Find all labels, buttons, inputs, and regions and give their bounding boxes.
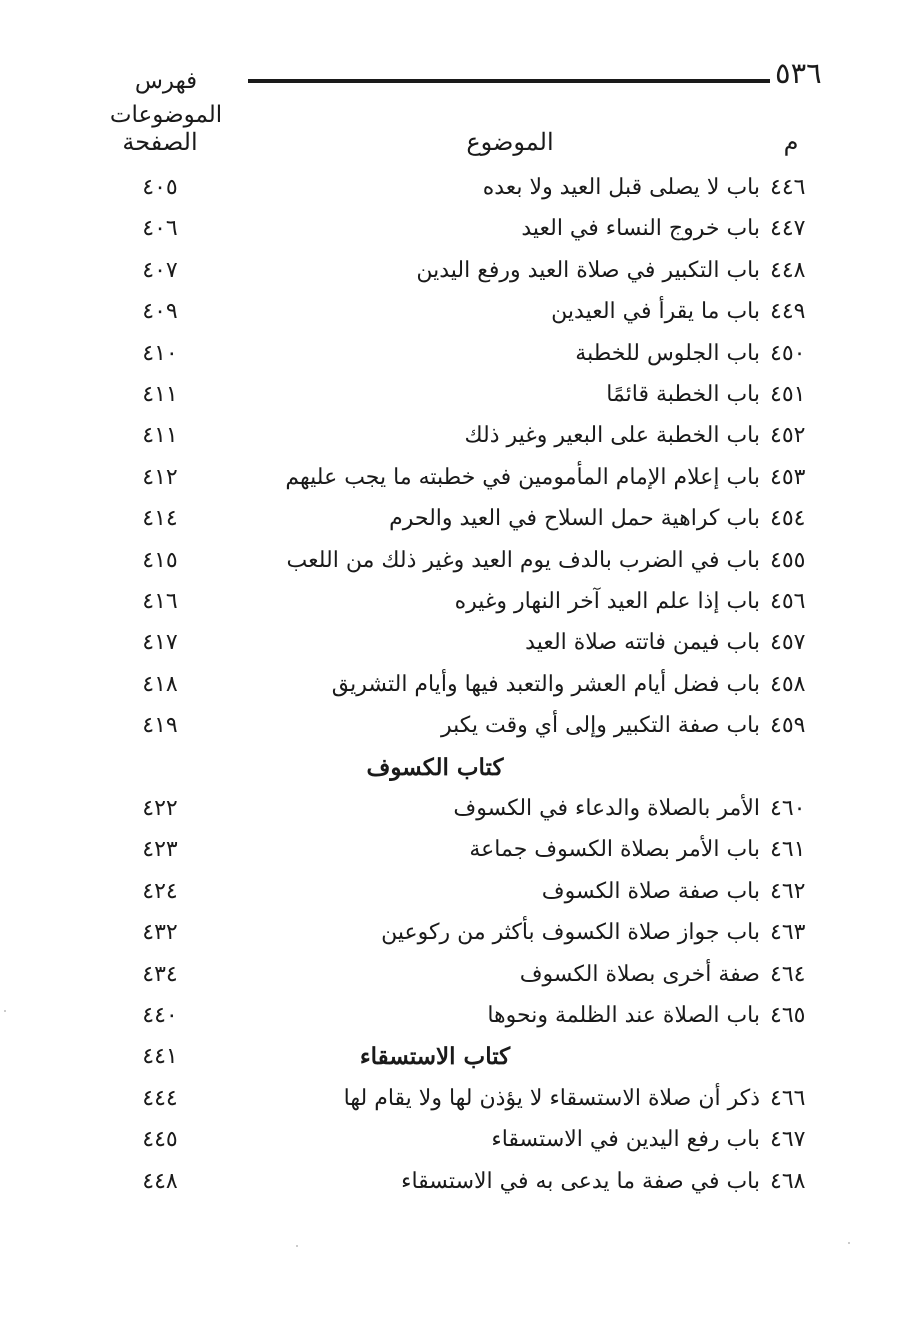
entry-page: ٤٤١: [142, 1044, 178, 1069]
index-row: [120, 292, 825, 332]
index-row: [120, 789, 825, 829]
index-row: [120, 1120, 825, 1160]
entry-number: ٤٥٦: [770, 589, 806, 614]
entry-number: ٤٦٠: [770, 796, 806, 821]
entry-number: ٤٥٣: [770, 465, 806, 490]
entry-title: باب لا يصلى قبل العيد ولا بعده: [482, 175, 760, 200]
section-title: كتاب الاستسقاء: [359, 1043, 511, 1070]
column-header-number: م: [783, 128, 799, 156]
entry-page: ٤١١: [142, 423, 178, 448]
entry-number: ٤٦١: [770, 837, 806, 862]
entry-page: ٤١٤: [142, 506, 178, 531]
entry-number: ٤٥٢: [770, 423, 806, 448]
entry-page: ٤٠٦: [142, 216, 178, 241]
entry-title: باب في صفة ما يدعى به في الاستسقاء: [401, 1169, 760, 1194]
index-row: [120, 499, 825, 539]
running-title: فهرس الموضوعات: [109, 68, 223, 128]
header-rule: [248, 79, 770, 83]
scan-speck: [296, 1245, 298, 1247]
entry-title: باب خروج النساء في العيد: [521, 216, 760, 241]
entry-page: ٤١٦: [142, 589, 178, 614]
index-row: [120, 996, 825, 1036]
entry-page: ٤٠٩: [142, 299, 178, 324]
index-row: [120, 541, 825, 581]
entry-title: باب كراهية حمل السلاح في العيد والحرم: [389, 506, 760, 531]
entry-page: ٤١٠: [142, 341, 178, 366]
entry-page: ٤٣٤: [142, 962, 178, 987]
entry-page: ٤١٥: [142, 548, 178, 573]
index-row: [120, 913, 825, 953]
entry-title: باب الخطبة قائمًا: [606, 382, 760, 407]
entry-number: ٤٥٧: [770, 630, 806, 655]
entry-number: ٤٤٩: [770, 299, 806, 324]
entry-page: ٤١٩: [142, 713, 178, 738]
index-row: [120, 209, 825, 249]
entry-number: ٤٦٦: [770, 1086, 806, 1111]
entry-title: ذكر أن صلاة الاستسقاء لا يؤذن لها ولا يقام لها: [343, 1086, 760, 1111]
entry-page: ٤١٧: [142, 630, 178, 655]
entry-title: باب فيمن فاتته صلاة العيد: [525, 630, 760, 655]
entry-page: ٤٤٠: [142, 1003, 178, 1028]
entry-number: ٤٥٠: [770, 341, 806, 366]
index-row: [120, 458, 825, 498]
entry-number: ٤٦٤: [770, 962, 806, 987]
entry-title: باب إذا علم العيد آخر النهار وغيره: [454, 589, 760, 614]
entry-page: ٤٢٣: [142, 837, 178, 862]
entry-number: ٤٦٣: [770, 920, 806, 945]
entry-title: باب الأمر بصلاة الكسوف جماعة: [469, 837, 760, 862]
entry-title: باب التكبير في صلاة العيد ورفع اليدين: [416, 258, 760, 283]
page-number: ٥٣٦: [775, 56, 822, 90]
entry-page: ٤٠٥: [142, 175, 178, 200]
entry-page: ٤٤٤: [142, 1086, 178, 1111]
section-title: كتاب الكسوف: [366, 754, 504, 781]
index-row: [120, 1162, 825, 1202]
scan-speck: [4, 1010, 6, 1012]
index-row: [120, 334, 825, 374]
entry-page: ٤١٨: [142, 672, 178, 697]
entry-number: ٤٤٨: [770, 258, 806, 283]
index-row: [120, 706, 825, 746]
entry-title: باب إعلام الإمام المأمومين في خطبته ما يجب عليهم: [285, 465, 760, 490]
index-row: [120, 955, 825, 995]
index-row: [120, 251, 825, 291]
entry-title: باب الخطبة على البعير وغير ذلك: [464, 423, 760, 448]
scan-speck: [848, 1242, 850, 1244]
index-row: [120, 168, 825, 208]
entry-page: ٤٠٧: [142, 258, 178, 283]
entry-number: ٤٥٨: [770, 672, 806, 697]
entry-page: ٤٣٢: [142, 920, 178, 945]
entry-page: ٤١٢: [142, 465, 178, 490]
entry-page: ٤٢٢: [142, 796, 178, 821]
entry-title: باب صفة صلاة الكسوف: [541, 879, 760, 904]
entry-number: ٤٦٨: [770, 1169, 806, 1194]
section-heading-row: [120, 1037, 825, 1077]
entry-title: باب جواز صلاة الكسوف بأكثر من ركوعين: [381, 920, 760, 945]
entry-title: باب الصلاة عند الظلمة ونحوها: [487, 1003, 760, 1028]
entry-number: ٤٥٤: [770, 506, 806, 531]
entry-number: ٤٦٢: [770, 879, 806, 904]
entry-title: صفة أخرى بصلاة الكسوف: [519, 962, 760, 987]
index-row: [120, 665, 825, 705]
entry-page: ٤١١: [142, 382, 178, 407]
entry-number: ٤٦٧: [770, 1127, 806, 1152]
column-header-topic: الموضوع: [466, 128, 554, 156]
entry-page: ٤٤٨: [142, 1169, 178, 1194]
index-row: [120, 582, 825, 622]
index-row: [120, 416, 825, 456]
index-row: [120, 623, 825, 663]
entry-number: ٤٥٩: [770, 713, 806, 738]
entry-title: باب صفة التكبير وإلى أي وقت يكبر: [440, 713, 760, 738]
section-heading-row: [120, 748, 825, 788]
entry-number: ٤٥٥: [770, 548, 806, 573]
entry-title: باب الجلوس للخطبة: [575, 341, 760, 366]
entry-title: باب في الضرب بالدف يوم العيد وغير ذلك من اللعب: [286, 548, 760, 573]
entry-number: ٤٥١: [770, 382, 806, 407]
entry-number: ٤٦٥: [770, 1003, 806, 1028]
entry-number: ٤٤٧: [770, 216, 806, 241]
column-header-page: الصفحة: [122, 128, 198, 156]
entry-page: ٤٢٤: [142, 879, 178, 904]
index-row: [120, 830, 825, 870]
index-row: [120, 375, 825, 415]
entry-page: ٤٤٥: [142, 1127, 178, 1152]
index-row: [120, 872, 825, 912]
entry-number: ٤٤٦: [770, 175, 806, 200]
entry-title: الأمر بالصلاة والدعاء في الكسوف: [453, 796, 760, 821]
entry-title: باب ما يقرأ في العيدين: [551, 299, 760, 324]
entry-title: باب رفع اليدين في الاستسقاء: [491, 1127, 760, 1152]
entry-title: باب فضل أيام العشر والتعبد فيها وأيام التشريق: [331, 672, 760, 697]
index-row: [120, 1079, 825, 1119]
